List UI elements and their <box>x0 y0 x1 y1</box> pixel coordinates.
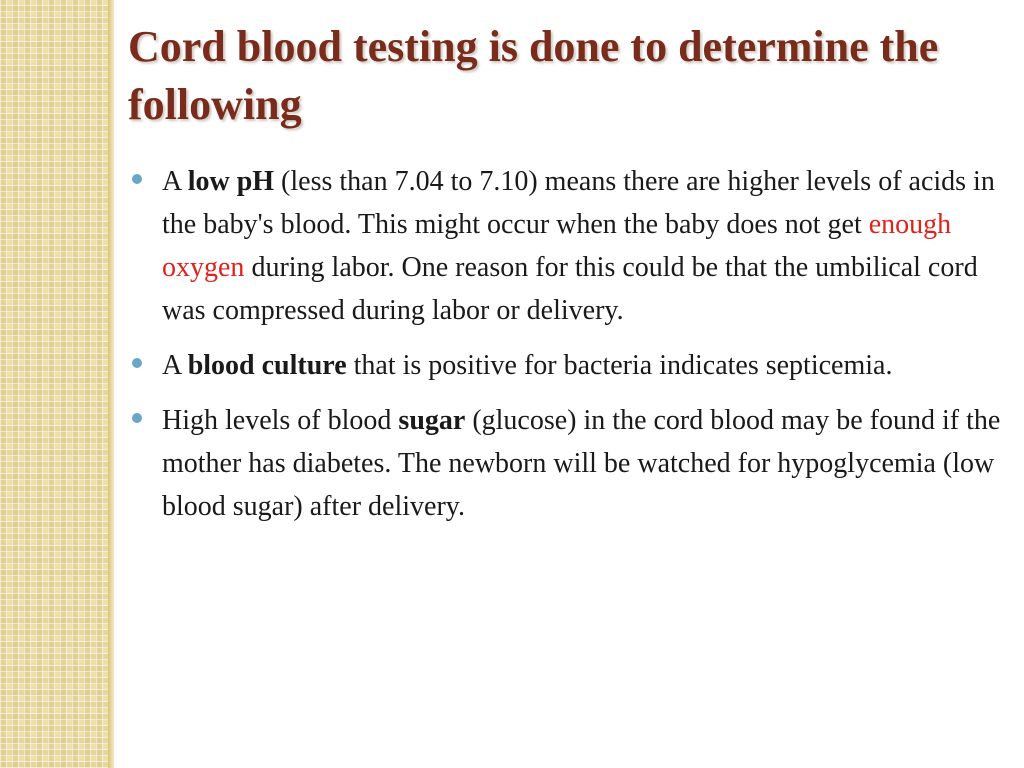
bullet-item-low-ph <box>130 160 1010 332</box>
bullet-text-suffix: during labor. One reason for this could be that the umbilical cord was compressed during labor or delivery. <box>162 252 978 326</box>
bullet-item-sugar <box>130 399 1010 528</box>
bullet-item-blood-culture <box>130 344 1010 387</box>
bullet-highlight-text: enough oxygen <box>162 209 952 283</box>
bullet-text-suffix: that is positive for bacteria indicates septicemia. <box>346 350 893 381</box>
bullet-bold-term: blood culture <box>187 350 347 381</box>
bullet-list <box>130 160 1010 540</box>
decorative-band-edge <box>108 0 114 768</box>
bullet-text-prefix: High levels of blood <box>162 405 399 436</box>
bullet-bold-term: low pH <box>187 166 275 197</box>
bullet-text-middle: (less than 7.04 to 7.10) means there are higher levels of acids in the baby's blood. This might occur when the baby does not get <box>162 166 995 240</box>
decorative-left-band <box>0 0 108 768</box>
bullet-text-prefix: A <box>162 166 188 197</box>
bullet-text-prefix: A <box>162 350 188 381</box>
bullet-text-suffix: (glucose) in the cord blood may be found if the mother has diabetes. The newborn will be watched for hypoglycemia (low blood sugar) after delivery. <box>162 405 1001 522</box>
bullet-bold-term: sugar <box>398 405 466 436</box>
slide-title: Cord blood testing is done to determine the following <box>128 22 939 129</box>
